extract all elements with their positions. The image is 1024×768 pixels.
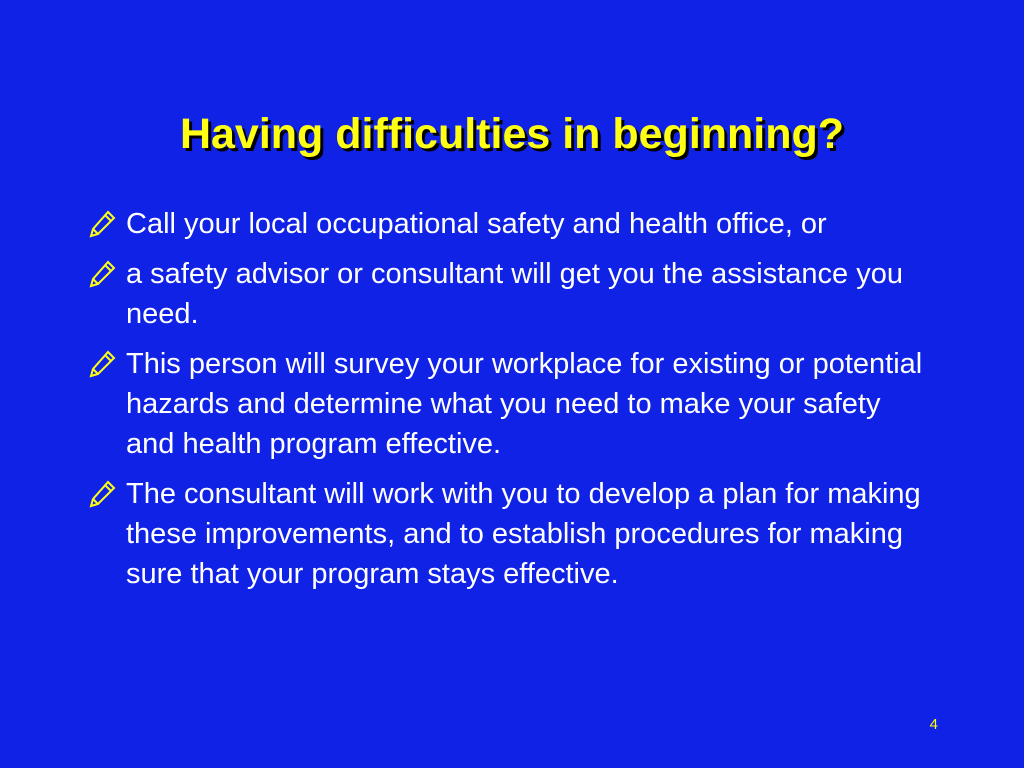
bullet-item bbox=[86, 204, 936, 244]
bullet-item bbox=[86, 254, 936, 334]
pencil-icon bbox=[86, 344, 126, 384]
bullet-text: The consultant will work with you to develop a plan for making these improvements, and to establish procedures for making sure that your program stays effective. bbox=[126, 478, 921, 590]
slide-title: Having difficulties in beginning? bbox=[179, 110, 845, 158]
bullet-item bbox=[86, 344, 936, 464]
bullet-text: a safety advisor or consultant will get you the assistance you need. bbox=[126, 258, 903, 330]
page-number: 4 bbox=[929, 716, 938, 733]
bullet-item bbox=[86, 474, 936, 594]
pencil-icon bbox=[86, 254, 126, 294]
pencil-icon bbox=[86, 204, 126, 244]
bullet-text: Call your local occupational safety and health office, or bbox=[126, 208, 827, 240]
pencil-icon bbox=[86, 474, 126, 514]
bullet-list bbox=[86, 204, 936, 604]
bullet-text: This person will survey your workplace for existing or potential hazards and determine what you need to make your safety and health program effective. bbox=[126, 348, 923, 460]
